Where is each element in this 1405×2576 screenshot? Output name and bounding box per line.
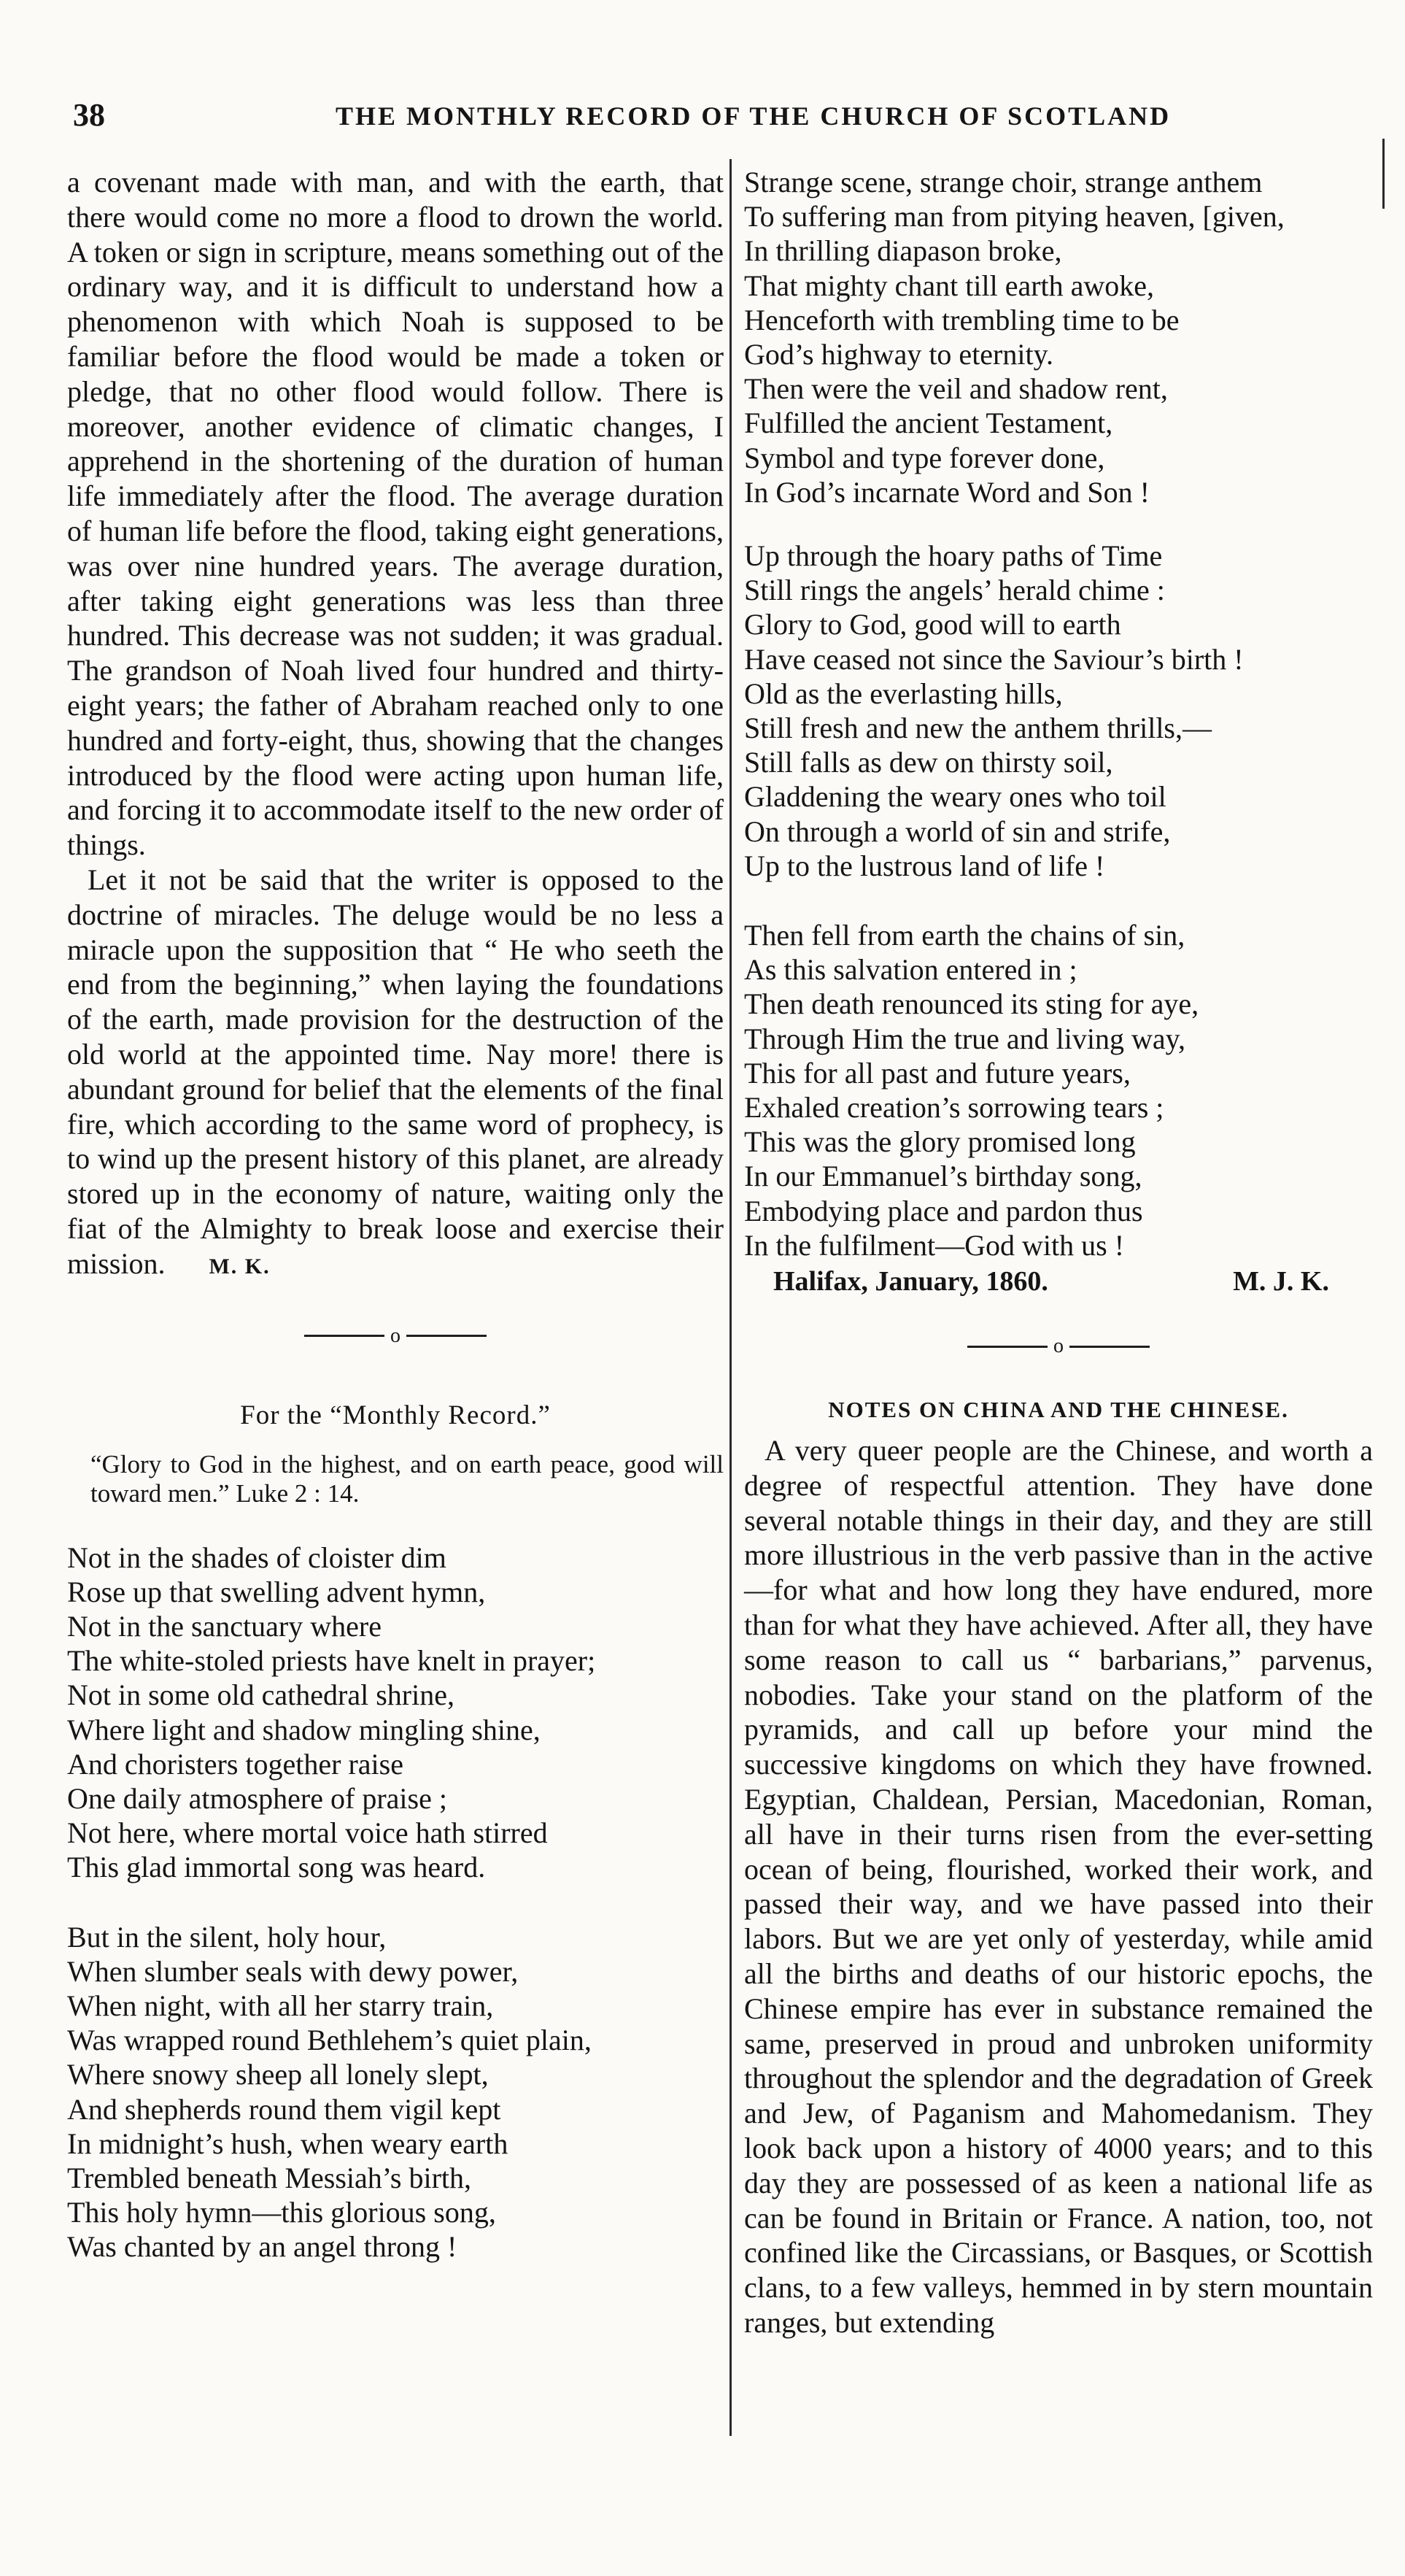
poem-line: Not here, where mortal voice hath stirred: [67, 1816, 548, 1850]
poem-line: Gladdening the weary ones who toil: [744, 780, 1166, 814]
running-title: THE MONTHLY RECORD OF THE CHURCH OF SCOTLAND: [336, 101, 1172, 131]
poem-place-date: Halifax, January, 1860.: [773, 1266, 1048, 1297]
poem-line: This holy hymn—this glorious song,: [67, 2196, 496, 2229]
poem-line: When slumber seals with dewy power,: [67, 1954, 519, 1988]
poem-line: Henceforth with trembling time to be: [744, 303, 1180, 336]
poem-line: Symbol and type forever done,: [744, 441, 1105, 474]
poem-line: One daily atmosphere of praise ;: [67, 1781, 447, 1815]
poem-line: Not in the shades of cloister dim: [67, 1540, 446, 1574]
poem-line: That mighty chant till earth awoke,: [744, 269, 1155, 302]
notes-paragraph: A very queer people are the Chinese, and worth a degree of respectful attention. They have done several notable things in their day, and they are still more illustrious in the verb passive than in the active—for what and how long they have endured, more than for what they have achieved. After all, they have some reason to call us “ barbarians,” parvenus, nobodies. Take your stand on the platform of the pyramids, and call up before your mind the successive kingdoms on which they have frowned. Egyptian, Chaldean, Persian, Macedonian, Roman, all have in their turns risen from the ever-setting ocean of being, flourished, worked their work, and passed their way, and we have passed into their labors. But we are yet only of yesterday, while amid all the births and deaths of our historic epochs, the Chinese empire has ever in substance remained the same, preserved in proud and unbroken uniformity throughout the splendor and the degradation of Greek and Jew, of Paganism and Mahomedanism. They look back upon a history of 4000 years; and to this day they are possessed of as keen a national life as can be found in Britain or France. A nation, too, not confined like the Circassians, or Basques, or Scottish clans, to a few valleys, hemmed in by stern mountain ranges, but extending: [744, 1434, 1373, 2340]
poem-line: In the fulfilment—God with us !: [744, 1228, 1125, 1262]
poem-line: Strange scene, strange choir, strange anthem: [744, 166, 1263, 198]
divider-mark: o: [390, 1324, 400, 1347]
poem-stanza-2: [67, 1920, 724, 2264]
poem-line: And choristers together raise: [67, 1747, 403, 1781]
poem-line: Then death renounced its sting for aye,: [744, 987, 1199, 1021]
poem-line: Rose up that swelling advent hymn,: [67, 1575, 486, 1608]
poem-stanza-1: [67, 1540, 724, 1885]
poem-line: Have ceased not since the Saviour’s birth !: [744, 642, 1244, 676]
article-signature: M. K.: [209, 1254, 271, 1279]
poem-line: Was chanted by an angel throng !: [67, 2230, 457, 2264]
poem-line: But in the silent, holy hour,: [67, 1920, 387, 1954]
poem-line: In God’s incarnate Word and Son !: [744, 475, 1150, 509]
poem-line: God’s highway to eternity.: [744, 338, 1054, 371]
article-paragraph-2-text: Let it not be said that the writer is opposed to the doctrine of miracles. The deluge would be no less a miracle upon the supposition that “ He who seeth the end from the beginning,” when laying the foundations of the earth, made provision for the destruction of the old world at the appointed time. Nay more! there is abundant ground for belief that the elements of the final fire, which according to the same word of prophecy, is to wind up the present history of this planet, are already stored up in the economy of nature, waiting only the fiat of the Almighty to break loose and exercise their mission.: [67, 863, 724, 1280]
right-column: [744, 165, 1373, 2340]
poem-line: Still falls as dew on thirsty soil,: [744, 746, 1113, 779]
poem-line: To suffering man from pitying heaven, [given,: [744, 200, 1285, 234]
poem-line: This glad immortal song was heard.: [67, 1851, 486, 1884]
poem-line: Trembled beneath Messiah’s birth,: [67, 2161, 472, 2194]
poem-line: Up through the hoary paths of Time: [744, 539, 1163, 573]
article-paragraph-2: [67, 863, 724, 1284]
poem-line: Exhaled creation’s sorrowing tears ;: [744, 1091, 1164, 1125]
poem-line: Through Him the true and living way,: [744, 1022, 1186, 1055]
poem-line: In thrilling diapason broke,: [744, 234, 1062, 268]
poem-line: Was wrapped round Bethlehem’s quiet plain,: [67, 2024, 592, 2057]
left-column: [67, 165, 724, 2264]
poem-line: When night, with all her starry train,: [67, 1989, 494, 2022]
poem-signoff: [744, 1265, 1373, 1297]
poem-stanza-3: [744, 165, 1373, 509]
section-divider: [67, 1325, 724, 1347]
poem-line: Then fell from earth the chains of sin,: [744, 919, 1185, 952]
article-continuation: [67, 165, 724, 1284]
notes-article: [744, 1433, 1373, 2340]
page-number: 38: [73, 97, 105, 133]
poem-line: This for all past and future years,: [744, 1056, 1131, 1090]
poem-epigraph: “Glory to God in the highest, and on earth peace, good will toward men.” Luke 2 : 14.: [90, 1449, 724, 1508]
poem-line: Still fresh and new the anthem thrills,—: [744, 712, 1212, 745]
poem-line: On through a world of sin and strife,: [744, 814, 1171, 848]
margin-bracket: [1382, 139, 1385, 209]
poem-line: Up to the lustrous land of life !: [744, 849, 1105, 882]
page-header: [73, 96, 1172, 134]
poem-stanza-4: [744, 539, 1373, 883]
poem-line: Then were the veil and shadow rent,: [744, 372, 1168, 406]
divider-line-right: [1069, 1346, 1150, 1348]
poem-line: Not in some old cathedral shrine,: [67, 1678, 454, 1712]
poem-line: Where light and shadow mingling shine,: [67, 1713, 541, 1746]
poem-heading: For the “Monthly Record.”: [240, 1400, 551, 1430]
poem-line: Where snowy sheep all lonely slept,: [67, 2058, 489, 2091]
article-paragraph-1: a covenant made with man, and with the earth, that there would come no more a flood to drown the world. A token or sign in scripture, means something out of the ordinary way, and it is difficult to understand how a phenomenon with which Noah is supposed to be familiar before the flood would be made a token or pledge, that no other flood would follow. There is moreover, another evidence of climatic changes, I apprehend in the shortening of the duration of human life immediately after the flood. The average duration of human life before the flood, taking eight generations, was over nine hundred years. The average duration, after taking eight generations was less than three hundred. This decrease was not sudden; it was gradual. The grandson of Noah lived four hundred and thirty-eight years; the father of Abraham reached only to one hundred and forty-eight, thus, showing that the changes introduced by the flood were acting upon human life, and forcing it to accommodate itself to the new order of things.: [67, 166, 724, 862]
poem-line: Still rings the angels’ herald chime :: [744, 574, 1165, 607]
section-divider: [744, 1335, 1373, 1357]
poem-line: In our Emmanuel’s birthday song,: [744, 1160, 1142, 1193]
poem-line: Old as the everlasting hills,: [744, 676, 1063, 710]
poem-line: Embodying place and pardon thus: [744, 1194, 1143, 1227]
divider-line-left: [304, 1335, 384, 1337]
poem-line: In midnight’s hush, when weary earth: [67, 2126, 508, 2160]
poem-line: Glory to God, good will to earth: [744, 608, 1121, 641]
poem-line: As this salvation entered in ;: [744, 953, 1077, 987]
poem-line: Not in the sanctuary where: [67, 1609, 382, 1643]
divider-line-left: [967, 1346, 1048, 1348]
poem-line: Fulfilled the ancient Testament,: [744, 406, 1113, 440]
notes-title: NOTES ON CHINA AND THE CHINESE.: [828, 1397, 1289, 1423]
column-rule: [729, 159, 732, 2436]
poem-line: And shepherds round them vigil kept: [67, 2092, 501, 2126]
poem-line: The white-stoled priests have knelt in prayer;: [67, 1644, 596, 1678]
poem-stanza-5: [744, 918, 1373, 1262]
poem-line: This was the glory promised long: [744, 1125, 1136, 1159]
divider-mark: o: [1053, 1335, 1064, 1358]
divider-line-right: [406, 1335, 487, 1337]
poem-signature: M. J. K.: [1233, 1266, 1329, 1297]
